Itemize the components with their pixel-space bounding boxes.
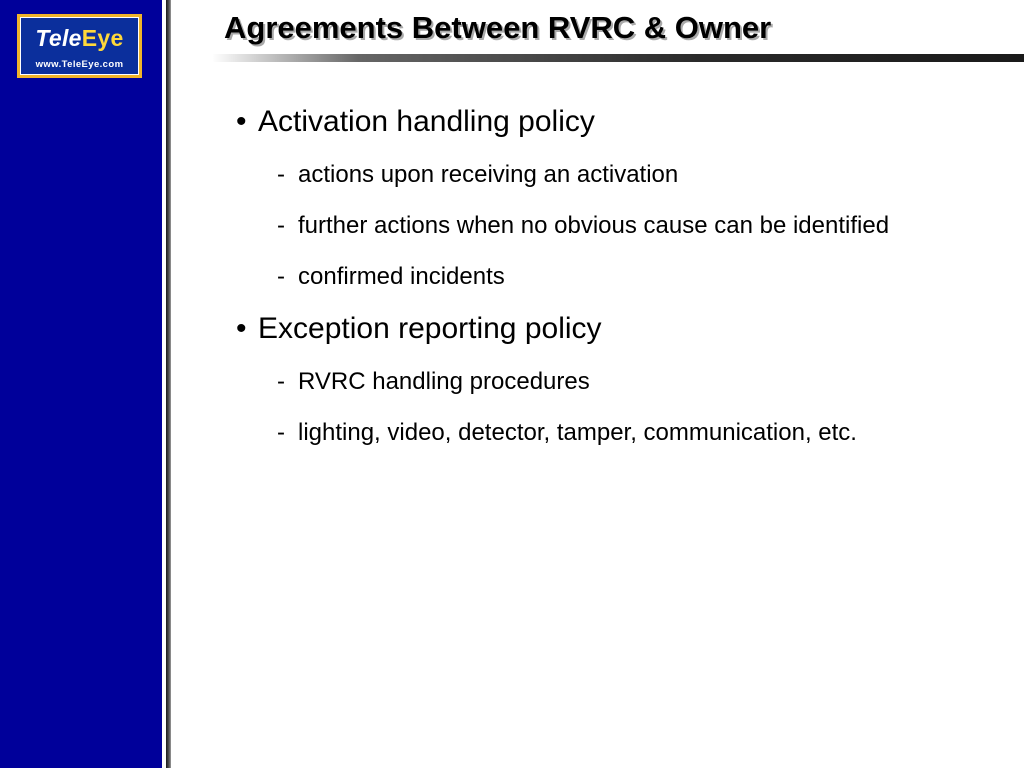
logo-brand-prefix: Tele: [35, 25, 82, 51]
sub-dash: -: [277, 368, 285, 395]
slide-title: Agreements Between RVRC & Owner: [224, 10, 772, 45]
logo-inner: [20, 17, 139, 75]
sub-dash: -: [277, 212, 285, 239]
sidebar-divider: [166, 0, 171, 768]
sub-text: actions upon receiving an activation: [298, 161, 679, 188]
sub-item: [277, 416, 926, 450]
sidebar: [0, 0, 162, 768]
logo-brand: [21, 18, 138, 50]
sub-dash: -: [277, 263, 285, 290]
sub-text: RVRC handling procedures: [298, 368, 590, 395]
bullet-mark: •: [236, 105, 247, 138]
sub-dash: -: [277, 419, 285, 446]
logo-url: www.TeleEye.com: [35, 59, 124, 70]
sub-text: further actions when no obvious cause can be identified: [298, 212, 890, 239]
bullet-text: Exception reporting policy: [258, 312, 602, 345]
sub-item: [277, 158, 926, 192]
logo-brand-suffix: Eye: [81, 25, 124, 51]
bullet-item: [236, 311, 926, 347]
bullet-text: Activation handling policy: [258, 105, 595, 138]
sub-text: confirmed incidents: [298, 263, 505, 290]
sub-item: [277, 260, 926, 294]
title-underline: [212, 54, 1024, 62]
sub-item: [277, 209, 926, 243]
slide-content: [236, 104, 926, 467]
bullet-mark: •: [236, 312, 247, 345]
sub-text: lighting, video, detector, tamper, communication, etc.: [298, 419, 857, 446]
teleeye-logo: [17, 14, 142, 78]
bullet-item: [236, 104, 926, 140]
sub-item: [277, 365, 926, 399]
sub-dash: -: [277, 161, 285, 188]
